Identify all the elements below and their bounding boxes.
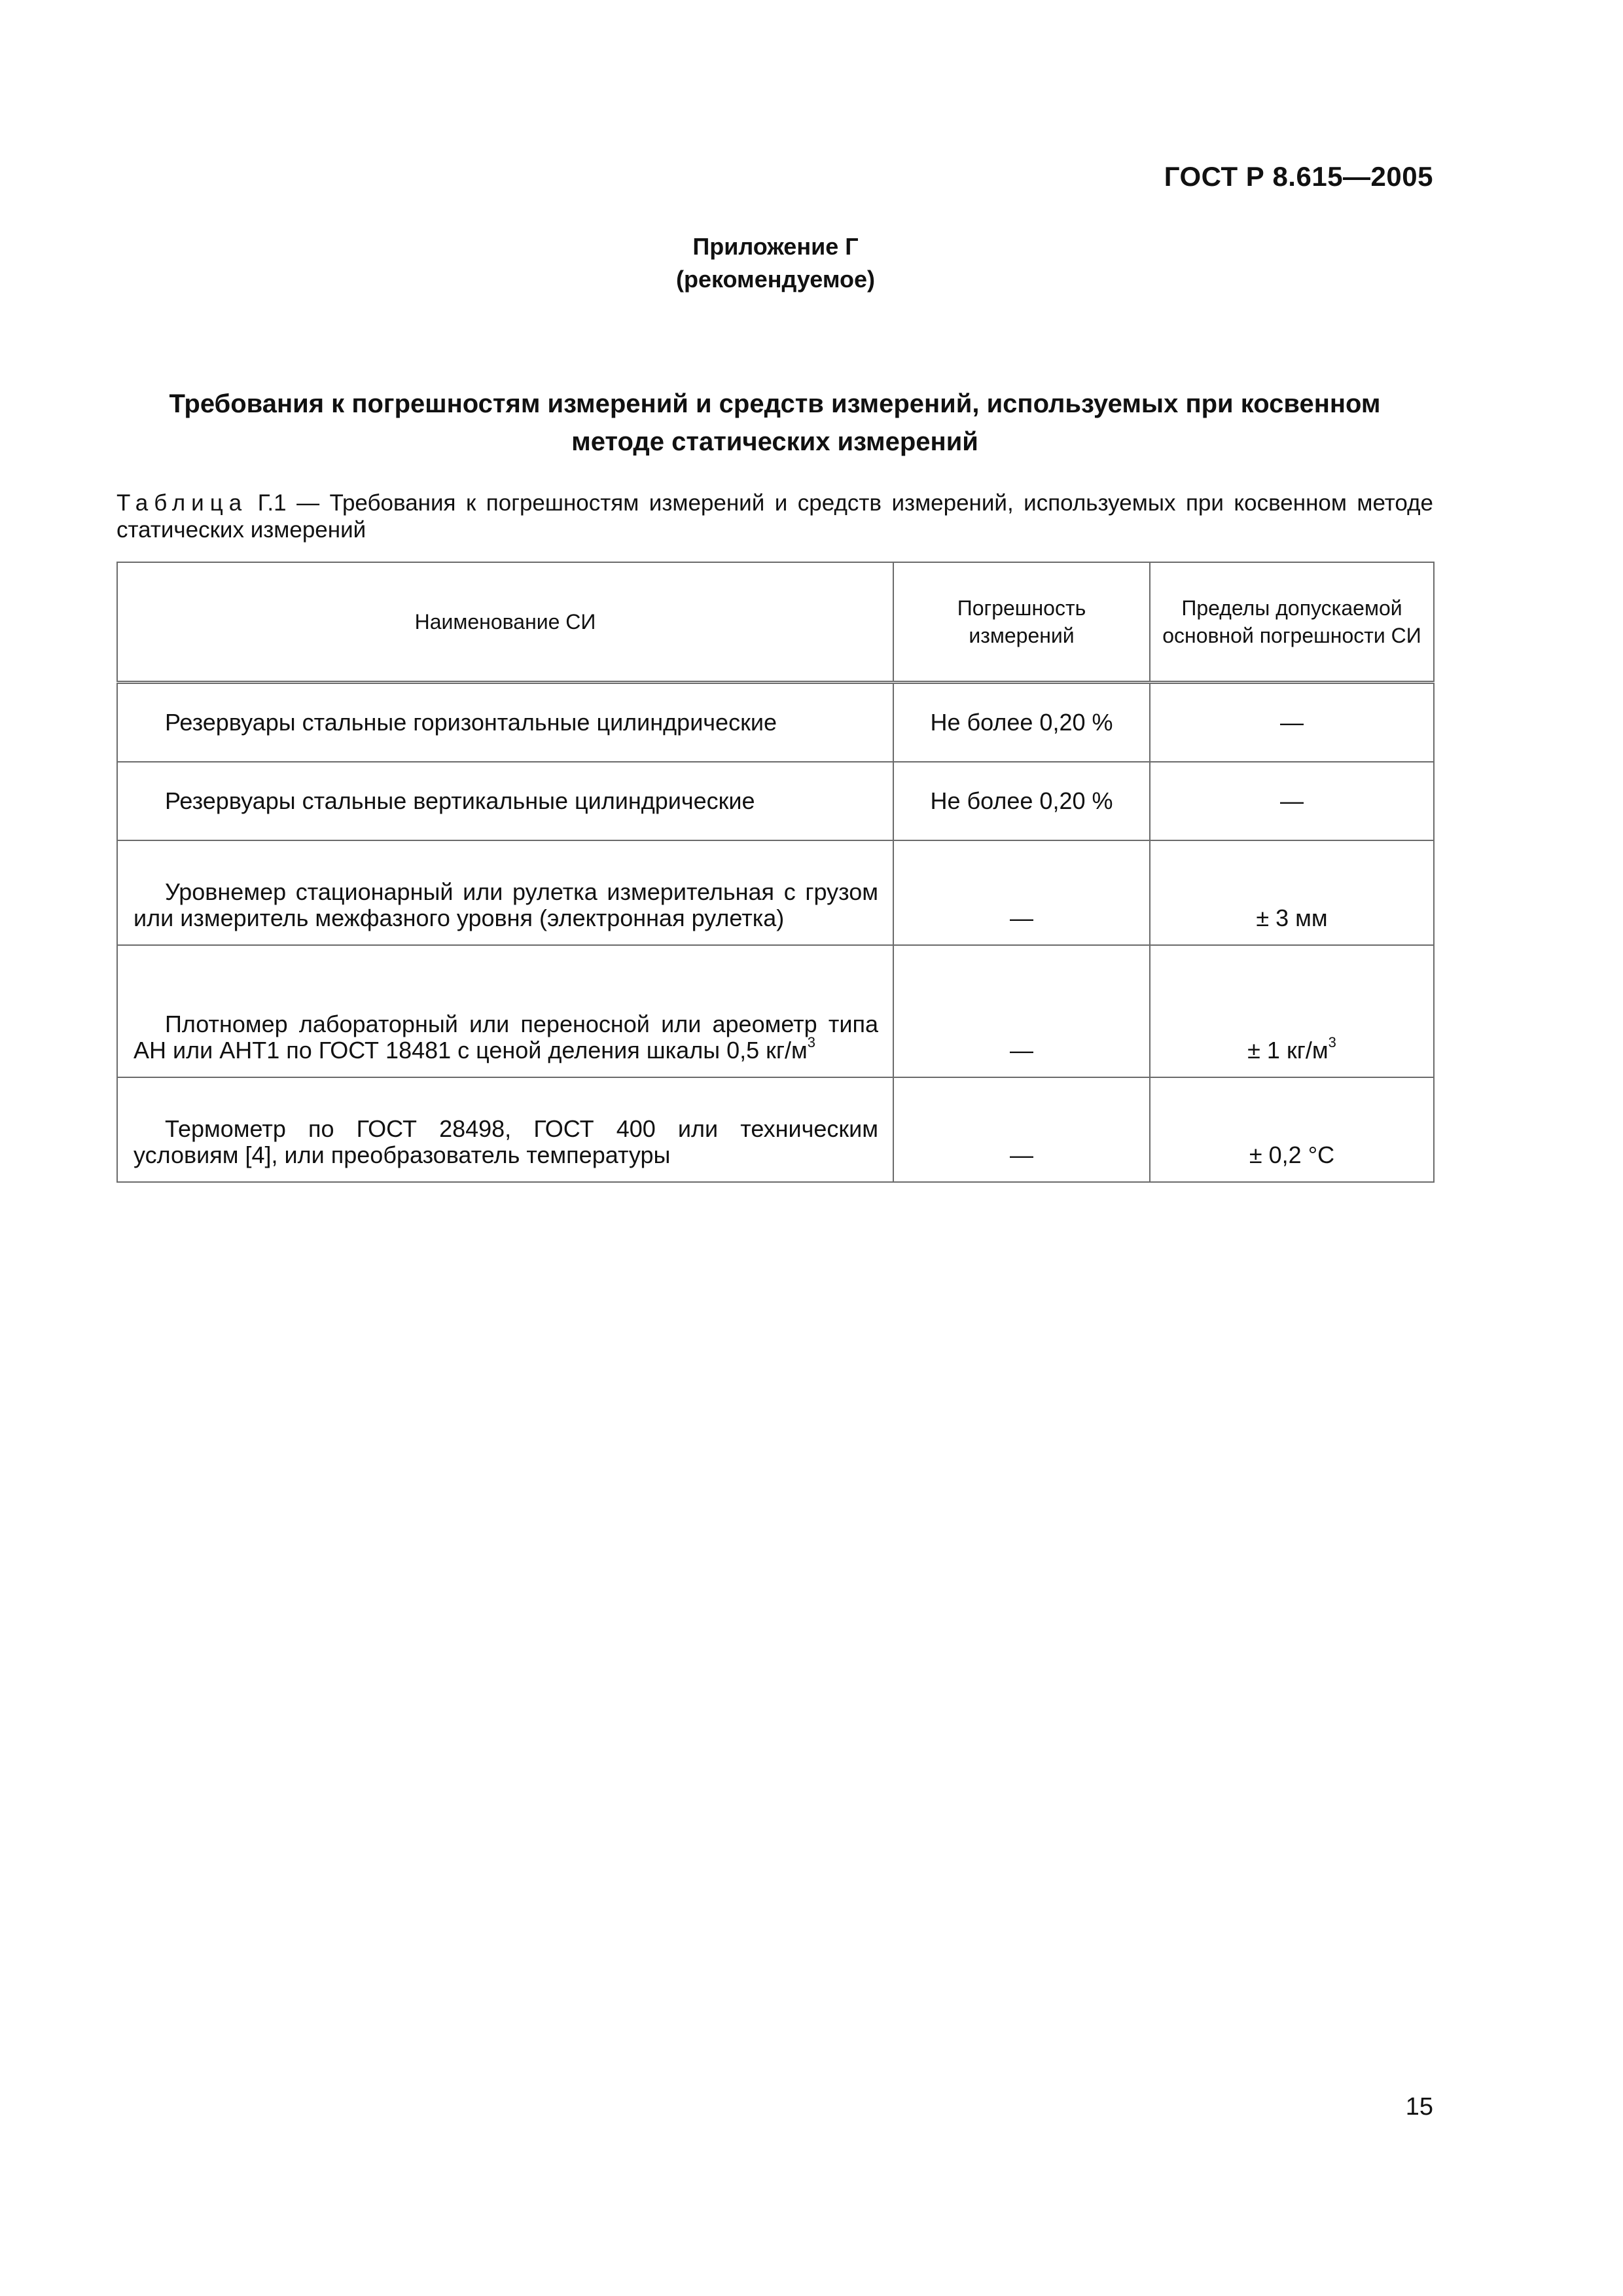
appendix-title: Приложение Г — [692, 233, 859, 260]
page-number: 15 — [1405, 2093, 1433, 2121]
row-name-cell — [117, 762, 893, 840]
table-caption — [116, 490, 1433, 543]
row-error: — — [893, 840, 1150, 945]
row-name-cell — [117, 840, 893, 945]
row-limit: ± 0,2 °С — [1150, 1077, 1434, 1182]
row-limit-cell — [1150, 945, 1434, 1077]
requirements-table — [116, 562, 1435, 1183]
column-header-name: Наименование СИ — [117, 562, 893, 683]
section-title — [116, 385, 1433, 461]
table-row — [117, 762, 1434, 840]
row-name-cell — [117, 1077, 893, 1182]
appendix-status: (рекомендуемое) — [676, 266, 875, 293]
row-error: Не более 0,20 % — [893, 762, 1150, 840]
row-error: Не более 0,20 % — [893, 683, 1150, 762]
row-name-superscript: 3 — [807, 1034, 816, 1050]
row-name: Термометр по ГОСТ 28498, ГОСТ 400 или техническим условиям [4], или преобразователь температуры — [134, 1115, 878, 1168]
row-name-cell — [117, 683, 893, 762]
row-name: Резервуары стальные вертикальные цилиндрические — [165, 787, 755, 814]
section-title-line-1: Требования к погрешностям измерений и средств измерений, используемых при косвенном — [169, 389, 1381, 418]
row-name: Резервуары стальные горизонтальные цилиндрические — [165, 709, 777, 736]
table-row — [117, 840, 1434, 945]
row-name-cell — [117, 945, 893, 1077]
table-row — [117, 683, 1434, 762]
document-number: ГОСТ Р 8.615—2005 — [1164, 161, 1433, 192]
row-limit: ± 1 кг/м — [1247, 1037, 1329, 1064]
row-name: Уровнемер стационарный или рулетка измерительная с грузом или измеритель межфазного уровня (электронная рулетка) — [134, 878, 878, 931]
section-title-line-2: методе статических измерений — [571, 427, 978, 456]
table-row — [117, 945, 1434, 1077]
row-limit: — — [1150, 762, 1434, 840]
row-limit: — — [1150, 683, 1434, 762]
appendix-heading — [0, 230, 1551, 296]
table-caption-label: Таблица — [116, 490, 248, 516]
row-limit-superscript: 3 — [1328, 1034, 1336, 1050]
table-caption-text: Г.1 — Требования к погрешностям измерений и средств измерений, используемых при косвенном методе статических измерений — [116, 490, 1433, 543]
row-name: Плотномер лабораторный или переносной или ареометр типа АН или АНТ1 по ГОСТ 18481 с ценой деления шкалы 0,5 кг/м — [134, 1011, 878, 1064]
table-row — [117, 1077, 1434, 1182]
row-limit: ± 3 мм — [1150, 840, 1434, 945]
column-header-error: Погрешность измерений — [893, 562, 1150, 683]
row-error: — — [893, 945, 1150, 1077]
row-error: — — [893, 1077, 1150, 1182]
table-header-row — [117, 562, 1434, 683]
column-header-limit: Пределы допускаемой основной погрешности СИ — [1150, 562, 1434, 683]
